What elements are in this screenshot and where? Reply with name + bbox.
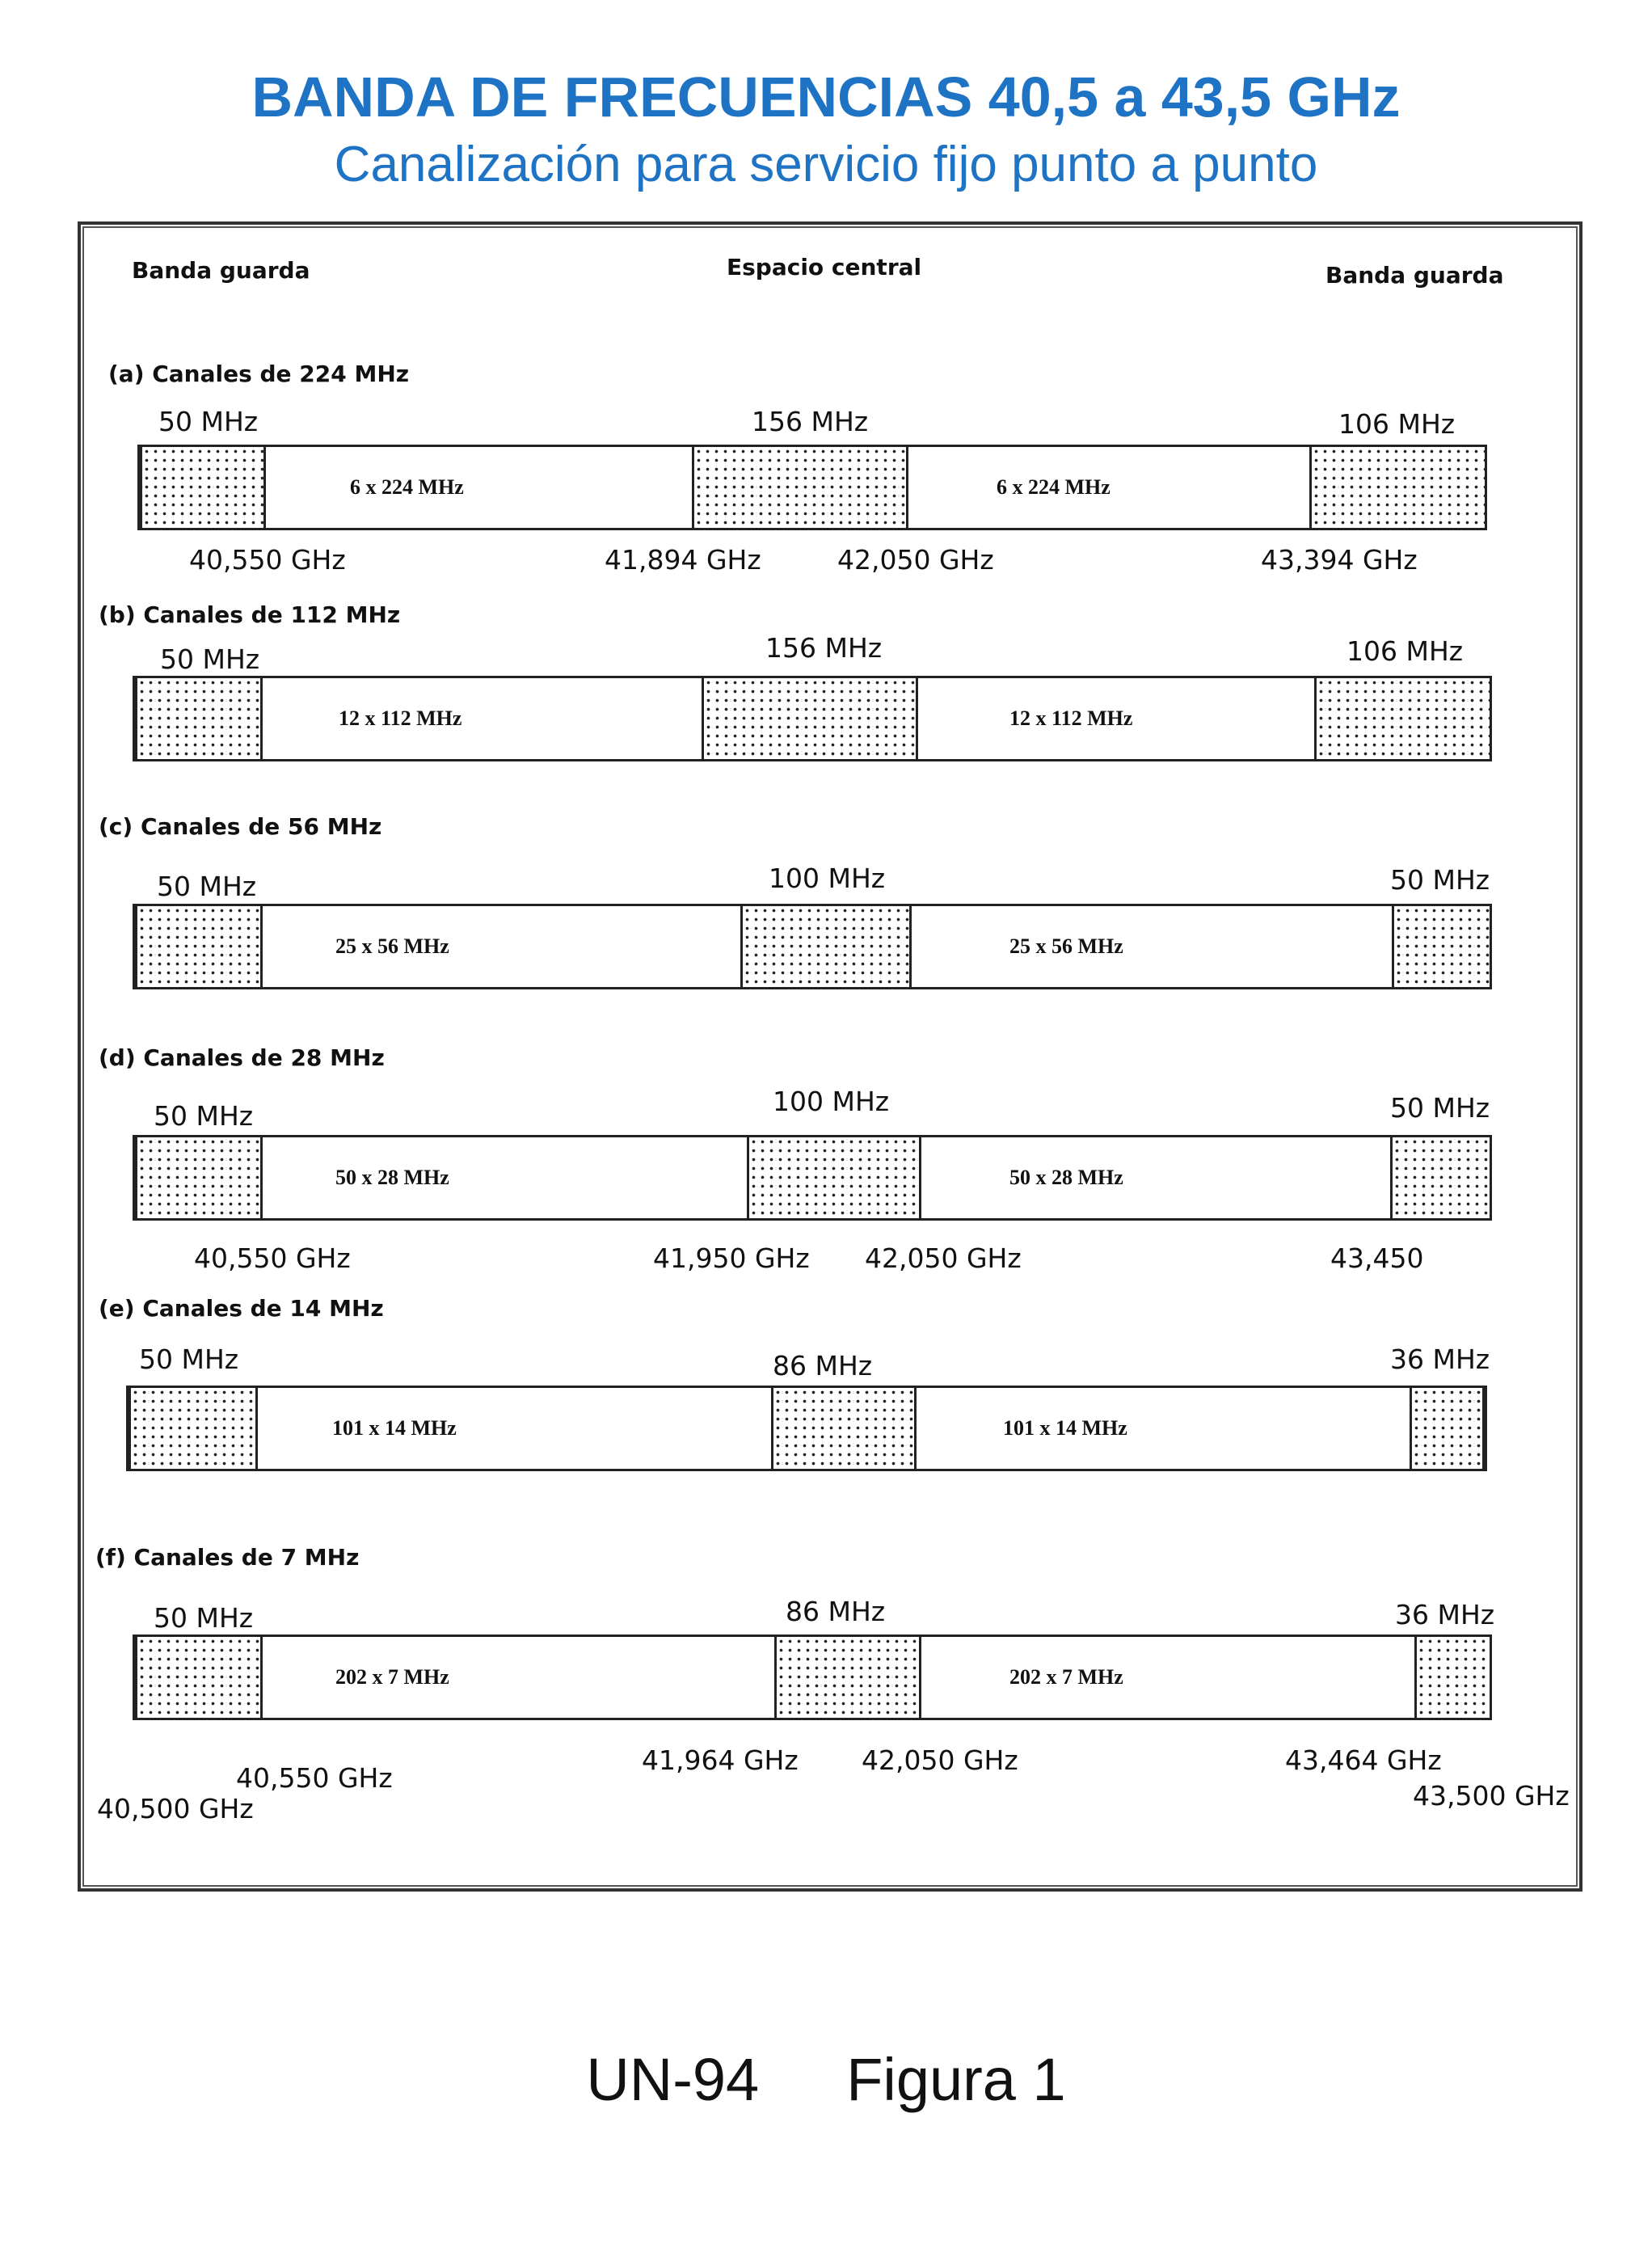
channels-high-c: 25 x 56 MHz (1009, 934, 1123, 958)
band-bar-f (133, 1634, 1492, 1720)
right-guard-block-b (1314, 678, 1492, 759)
channels-high-d: 50 x 28 MHz (1009, 1166, 1123, 1189)
page-title: BANDA DE FRECUENCIAS 40,5 a 43,5 GHz (251, 65, 1401, 129)
left-guard-block-c (135, 906, 263, 987)
right-guard-label-b: 106 MHz (1346, 635, 1464, 667)
freq-label-a-4: 43,394 GHz (1261, 544, 1418, 576)
freq-label-d-1: 40,550 GHz (194, 1242, 351, 1274)
page-subtitle: Canalización para servicio fijo punto a punto (334, 137, 1318, 192)
channels-high-f: 202 x 7 MHz (1009, 1665, 1123, 1689)
section-label-b: (b) Canales de 112 MHz (99, 601, 401, 628)
header-right-guard: Banda guarda (1325, 262, 1504, 289)
center-gap-block-e (771, 1388, 917, 1469)
section-label-d: (d) Canales de 28 MHz (99, 1044, 385, 1071)
band-edge-low-label: 40,500 GHz (97, 1793, 254, 1824)
right-guard-label-c: 50 MHz (1390, 864, 1490, 896)
right-guard-block-e (1410, 1388, 1485, 1469)
right-guard-label-e: 36 MHz (1390, 1343, 1490, 1375)
left-guard-label-a: 50 MHz (158, 406, 259, 437)
band-edge-high-label: 43,500 GHz (1413, 1780, 1570, 1812)
channels-low-f: 202 x 7 MHz (335, 1665, 449, 1689)
section-label-c: (c) Canales de 56 MHz (99, 813, 382, 840)
right-guard-block-c (1392, 906, 1492, 987)
left-guard-label-d: 50 MHz (154, 1100, 254, 1132)
center-gap-block-a (692, 447, 908, 528)
center-gap-label-c: 100 MHz (769, 863, 886, 894)
center-gap-label-b: 156 MHz (765, 632, 883, 664)
freq-label-f-4: 43,464 GHz (1285, 1744, 1442, 1776)
band-bar-d (133, 1135, 1492, 1221)
center-gap-block-b (702, 678, 918, 759)
right-guard-block-d (1390, 1137, 1492, 1218)
left-guard-label-c: 50 MHz (157, 871, 257, 902)
center-gap-label-d: 100 MHz (773, 1086, 890, 1117)
right-guard-block-a (1309, 447, 1487, 528)
header-left-guard: Banda guarda (132, 257, 310, 284)
freq-label-d-2: 41,950 GHz (653, 1242, 810, 1274)
center-gap-block-d (747, 1137, 921, 1218)
band-bar-a (137, 445, 1487, 530)
channels-low-e: 101 x 14 MHz (332, 1416, 457, 1440)
freq-label-d-3: 42,050 GHz (865, 1242, 1022, 1274)
channels-low-b: 12 x 112 MHz (339, 707, 462, 730)
channels-high-e: 101 x 14 MHz (1003, 1416, 1127, 1440)
center-gap-label-f: 86 MHz (786, 1596, 886, 1627)
left-guard-block-e (129, 1388, 258, 1469)
header-center-space: Espacio central (727, 254, 922, 280)
figure-code: UN-94 (586, 2046, 760, 2113)
center-gap-block-c (740, 906, 912, 987)
center-gap-label-a: 156 MHz (752, 406, 869, 437)
left-guard-block-d (135, 1137, 263, 1218)
right-guard-label-a: 106 MHz (1338, 408, 1456, 440)
right-guard-label-f: 36 MHz (1395, 1599, 1495, 1630)
figure-number: Figura 1 (846, 2046, 1066, 2113)
center-gap-label-e: 86 MHz (773, 1350, 873, 1381)
left-guard-block-a (140, 447, 266, 528)
section-label-f: (f) Canales de 7 MHz (95, 1544, 360, 1571)
freq-label-a-3: 42,050 GHz (837, 544, 994, 576)
channels-low-a: 6 x 224 MHz (350, 475, 464, 499)
channels-low-c: 25 x 56 MHz (335, 934, 449, 958)
left-guard-label-e: 50 MHz (139, 1343, 239, 1375)
freq-label-a-1: 40,550 GHz (189, 544, 346, 576)
channels-low-d: 50 x 28 MHz (335, 1166, 449, 1189)
band-bar-b (133, 676, 1492, 761)
right-guard-block-f (1414, 1637, 1492, 1718)
center-gap-block-f (774, 1637, 921, 1718)
freq-label-a-2: 41,894 GHz (605, 544, 761, 576)
freq-label-d-4: 43,450 (1330, 1242, 1424, 1274)
band-bar-e (126, 1386, 1487, 1471)
left-guard-block-f (135, 1637, 263, 1718)
freq-label-f-2: 41,964 GHz (642, 1744, 799, 1776)
left-guard-label-f: 50 MHz (154, 1602, 254, 1634)
figure-caption (0, 2045, 1652, 2114)
band-bar-c (133, 904, 1492, 989)
section-label-e: (e) Canales de 14 MHz (99, 1295, 384, 1322)
freq-label-f-1: 40,550 GHz (236, 1762, 393, 1794)
channels-high-a: 6 x 224 MHz (997, 475, 1110, 499)
left-guard-block-b (135, 678, 263, 759)
section-label-a: (a) Canales de 224 MHz (108, 361, 410, 387)
freq-label-f-3: 42,050 GHz (862, 1744, 1018, 1776)
right-guard-label-d: 50 MHz (1390, 1092, 1490, 1124)
channels-high-b: 12 x 112 MHz (1009, 707, 1133, 730)
left-guard-label-b: 50 MHz (160, 643, 260, 675)
